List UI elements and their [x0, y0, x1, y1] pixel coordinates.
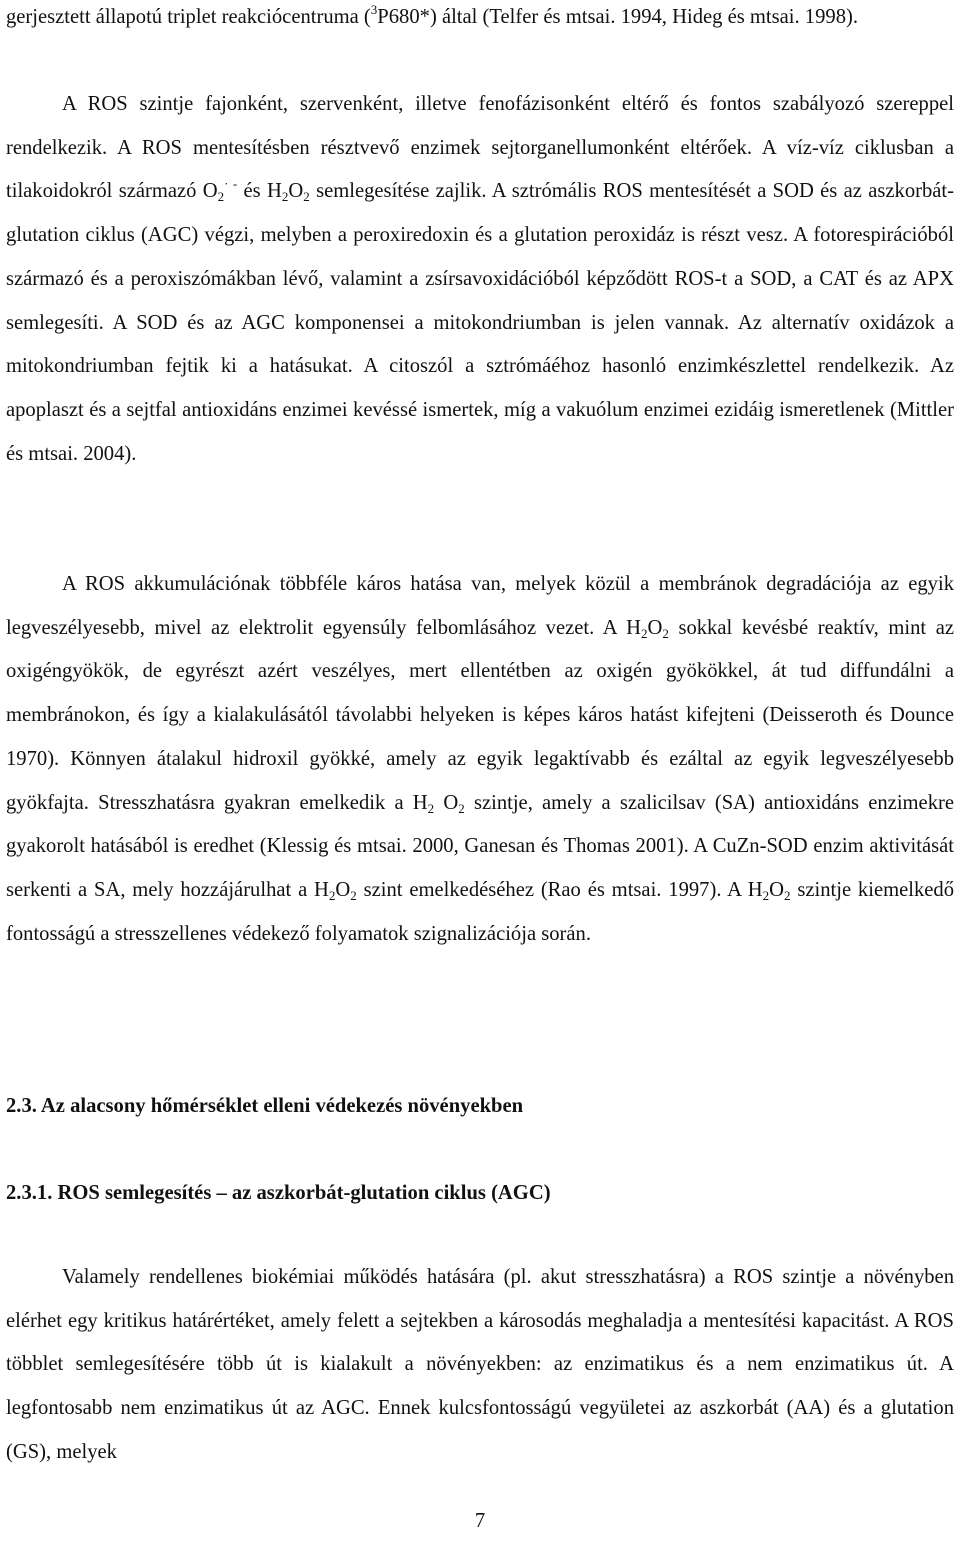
- text-run: A ROS szintje fajonként, szervenként, illetve fenofázisonként eltérő és fontos szabályozó szereppel rendelkezik. A ROS mentesítésben résztvevő enzimek sejtorganellumonként eltérőek. A víz-víz ciklusban a tilakoidokról származó O: [6, 93, 954, 203]
- text-run: O: [647, 616, 663, 639]
- text-run: O: [335, 878, 351, 901]
- subscript: 2: [350, 887, 357, 903]
- subsection-heading: 2.3.1. ROS semlegesítés – az aszkorbát-glutation ciklus (AGC): [6, 1182, 551, 1204]
- subscript: 2: [784, 887, 791, 903]
- text-run: O: [434, 791, 459, 814]
- text-run: sokkal kevésbé reaktív, mint az oxigéngyökök, de egyrészt azért veszélyes, mert ellentétben az oxigén gyökökkel, át tud diffundálni a membránokon, és így a kialakulásától távolabbi helyeken is képes káros hatást kifejteni (Deisseroth és Dounce 1970). Könnyen átalakul hidroxil gyökké, amely az egyik legaktívabb és ezáltal az egyik legveszélyesebb gyökfajta. Stresszhatásra gyakran emelkedik a H: [6, 616, 954, 814]
- text-run: semlegesítése zajlik. A sztrómális ROS mentesítését a SOD és az aszkorbát-glutation ciklus (AGC) végzi, melyben a peroxiredoxin és a glutation peroxidáz is részt vesz. A fotorespirációból származó és a peroxiszómákban lévő, valamint a zsírsavoxidációból képződött ROS-t a SOD, a CAT és az APX semlegesíti. A SOD és az AGC komponensei a mitokondriumban is jelen vannak. Az alternatív oxidázok a mitokondriumban fejtik ki a hatásukat. A citoszól a sztrómáéhoz hasonló enzimkészlettel rendelkezik. Az apoplaszt és a sejtfal antioxidáns enzimei kevéssé ismertek, míg a vakuólum enzimei ezidáig ismeretlenek (Mittler és mtsai. 2004).: [6, 180, 954, 465]
- text-run: O: [769, 878, 784, 901]
- superscript: · -: [224, 176, 238, 192]
- text-run: és H: [237, 180, 282, 203]
- paragraph-1: [6, 0, 954, 40]
- subscript: 2: [427, 800, 435, 816]
- paragraph-3: [6, 563, 954, 956]
- section-heading: 2.3. Az alacsony hőmérséklet elleni védekezés növényekben: [6, 1095, 524, 1117]
- subscript: 2: [303, 189, 310, 205]
- text-run: szintje, amely a szalicilsav (SA) antioxidáns enzimekre gyakorolt hatásából is eredhet (Klessig és mtsai. 2000, Ganesan és Thomas 2001). A CuZn-SOD enzim aktivitását serkenti a SA, mely hozzájárulhat a H: [6, 791, 954, 901]
- subscript: 2: [217, 189, 225, 205]
- text-run: gerjesztett állapotú triplet reakciócentruma (: [6, 6, 371, 28]
- page-number: 7: [474, 1510, 486, 1532]
- text-run: szintje kiemelkedő fontosságú a stresszellenes védekező folyamatok szignalizációja során.: [6, 878, 954, 945]
- text-run: A ROS akkumulációnak többféle káros hatása van, melyek közül a membránok degradációja az egyik legveszélyesebb, mivel az elektrolit egyensúly felbomlásához vezet. A H: [6, 573, 954, 639]
- subscript: 2: [458, 800, 465, 816]
- superscript: 3: [370, 2, 378, 17]
- text-run: szint emelkedéséhez (Rao és mtsai. 1997). A H: [356, 878, 763, 901]
- text-run: P680*) által (Telfer és mtsai. 1994, Hideg és mtsai. 1998).: [377, 6, 858, 28]
- subscript: 2: [281, 189, 289, 205]
- paragraph-4: Valamely rendellenes biokémiai működés hatására (pl. akut stresszhatásra) a ROS szintje a növényben elérhet egy kritikus határértéket, amely felett a sejtekben a károsodás meghaladja a mentesítési kapacitást. A ROS többlet semlegesítésére több út is kialakult a növényekben: az enzimatikus és a nem enzimatikus út. A legfontosabb nem enzimatikus út az AGC. Ennek kulcsfontosságú vegyületei az aszkorbát (AA) és a glutation (GS), melyek: [6, 1266, 954, 1463]
- subscript: 2: [328, 887, 336, 903]
- subscript: 2: [662, 625, 669, 641]
- subscript: 2: [640, 625, 648, 641]
- text-run: O: [288, 180, 304, 203]
- subscript: 2: [762, 887, 770, 903]
- paragraph-2: [6, 83, 954, 476]
